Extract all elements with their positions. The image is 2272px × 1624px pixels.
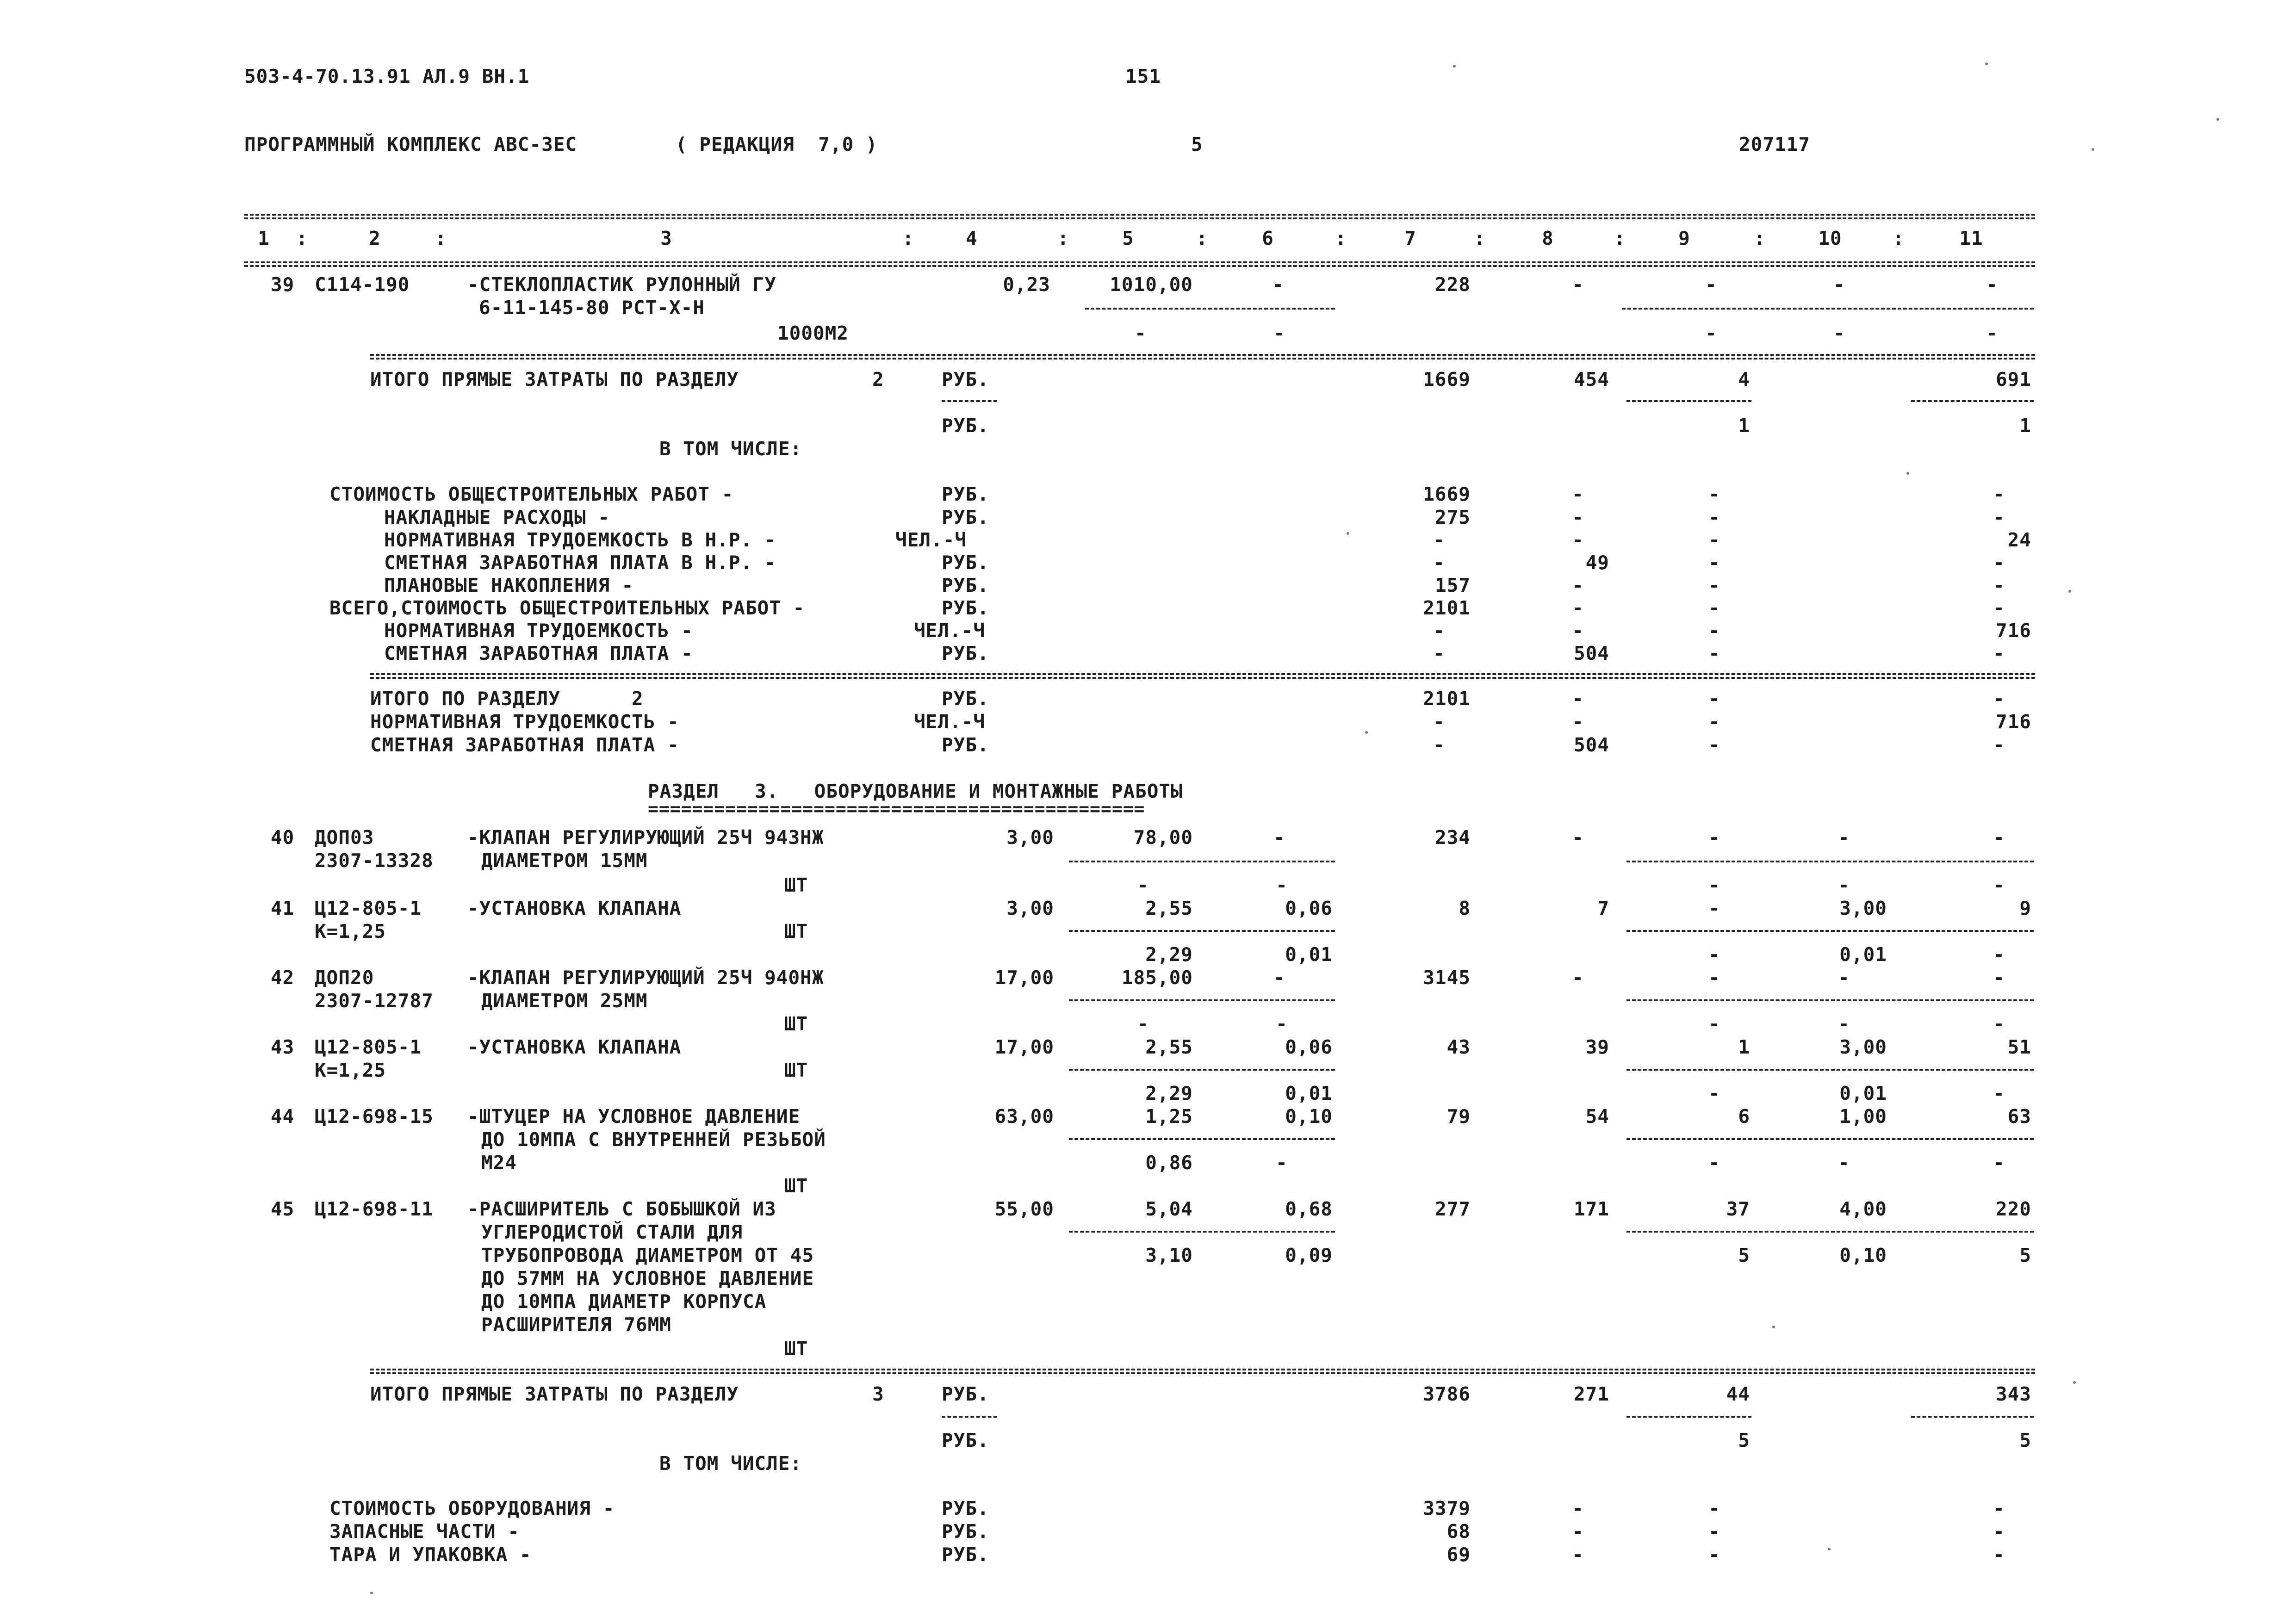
document-page: 503-4-70.13.91 АЛ.9 ВН.1 151 ПРОГРАММНЫЙ КОМПЛЕКС АВС-3ЕС ( РЕДАКЦИЯ 7,0 ) 5 207117 1 2 3 4 5 6 7 8 9 10 11 : : : : : : : : : : 39 С114-190 -СТЕКЛОПЛАСТИК РУЛОННЫЙ ГУ 6-11-145-80 РСТ-Х-Н 1000М2 0,23 1010,00 - 228 - - - - - - - - - ИТОГО ПРЯМЫЕ ЗАТРАТЫ ПО РАЗДЕЛУ 2 РУБ. 1669 454 4 691 РУБ. 1 1 В ТОМ ЧИСЛЕ: СТОИМОСТЬ ОБЩЕСТРОИТЕЛЬНЫХ РАБОТ - НАКЛАДНЫЕ РАСХОДЫ - НОРМАТИВНАЯ ТРУДОЕМКОСТЬ В Н.Р. - СМЕТНАЯ ЗАРАБОТНАЯ ПЛАТА В Н.Р. - ПЛАНОВЫЕ НАКОПЛЕНИЯ - ВСЕГО,СТОИМОСТЬ ОБЩЕСТРОИТЕЛЬНЫХ РАБОТ - НОРМАТИВНАЯ ТРУДОЕМКОСТЬ - СМЕТНАЯ ЗАРАБОТНАЯ ПЛАТА - РУБ. РУБ. ЧЕЛ.-Ч РУБ. РУБ. РУБ. ЧЕЛ.-Ч РУБ. 1669 275 - - 157 2101 - - - - - 49 - - - 504 - - - - - - - - - - 24 - - - 716 - ИТОГО ПО РАЗДЕЛУ 2 НОРМАТИВНАЯ ТРУДОЕМКОСТЬ - СМЕТНАЯ ЗАРАБОТНАЯ ПЛАТА - РУБ. ЧЕЛ.-Ч РУБ. 2101 - - - - 504 - - - - 716 - РАЗДЕЛ 3. ОБОРУДОВАНИЕ И МОНТАЖНЫЕ РАБОТЫ ============================================= 40 ДОП03 2307-13328 -КЛАПАН РЕГУЛИРУЮЩИЙ 25Ч 943НЖ ДИАМЕТРОМ 15ММ ШТ 3,00 78,00 - 234 - - - - - - - - - 41 Ц12-805-1 К=1,25 -УСТАНОВКА КЛАПАНА ШТ 3,00 2,55 0,06 8 7 - 3,00 9 2,29 0,01 - 0,01 - 42 ДОП20 2307-12787 -КЛАПАН РЕГУЛИРУЮЩИЙ 25Ч 940НЖ ДИАМЕТРОМ 25ММ ШТ 17,00 185,00 - 3145 - - - - - - - - - 43 Ц12-805-1 К=1,25 -УСТАНОВКА КЛАПАНА ШТ 17,00 2,55 0,06 43 39 1 3,00 51 2,29 0,01 - 0,01 - 44 Ц12-698-15 -ШТУЦЕР НА УСЛОВНОЕ ДАВЛЕНИЕ ДО 10МПА С ВНУТРЕННЕЙ РЕЗЬБОЙ М24 ШТ 63,00 1,25 0,10 79 54 6 1,00 63 0,86 - - - - 45 Ц12-698-11 -РАСШИРИТЕЛЬ С БОБЫШКОЙ ИЗ УГЛЕРОДИСТОЙ СТАЛИ ДЛЯ ТРУБОПРОВОДА ДИАМЕТРОМ ОТ 45 ДО 57ММ НА УСЛОВНОЕ ДАВЛЕНИЕ ДО 10МПА ДИАМЕТР КОРПУСА РАСШИРИТЕЛЯ 76ММ ШТ 55,00 5,04 0,68 277 171 37 4,00 220 3,10 0,09 5 0,10 5 ИТОГО ПРЯМЫЕ ЗАТРАТЫ ПО РАЗДЕЛУ 3 РУБ. 3786 271 44 343 РУБ. 5 5 В ТОМ ЧИСЛЕ: СТОИМОСТЬ ОБОРУДОВАНИЯ - ЗАПАСНЫЕ ЧАСТИ - ТАРА И УПАКОВКА - РУБ. РУБ. РУБ. 3379 68 69 - - - - - - - - - [0, 0, 2272, 1624]
total-cost: 3145 [1423, 967, 1471, 989]
column-header: 7 [1404, 227, 1416, 249]
cell: 9 [2019, 897, 2031, 919]
quantity: 3,00 [1006, 897, 1054, 919]
cell: - [1572, 620, 1584, 642]
cell: - [1838, 967, 1850, 989]
cell: - [1572, 967, 1584, 989]
cell: 504 [1573, 642, 1609, 664]
total-cost: 8 [1459, 897, 1471, 919]
cell: 3,00 [1839, 1036, 1887, 1058]
cell: - [1433, 734, 1445, 756]
cell: - [1993, 734, 2005, 756]
cell: 37 [1726, 1198, 1750, 1220]
unit-price: 1010,00 [1110, 273, 1193, 296]
cell: - [1708, 529, 1720, 551]
cell: 0,01 [1839, 1082, 1887, 1104]
breakdown-label: НАКЛАДНЫЕ РАСХОДЫ - [384, 506, 610, 528]
cell: 7 [1597, 897, 1609, 919]
cell: - [1708, 897, 1720, 919]
cell: - [1993, 552, 2005, 574]
column-header: 11 [1959, 227, 1983, 249]
breakdown-label: СТОИМОСТЬ ОБОРУДОВАНИЯ - [329, 1497, 615, 1519]
cell: 504 [1573, 734, 1609, 756]
cell: - [1708, 711, 1720, 733]
quantity: 17,00 [994, 967, 1054, 989]
cell: - [1708, 1497, 1720, 1519]
cell: 220 [1995, 1198, 2031, 1220]
cell: 0,68 [1285, 1198, 1333, 1220]
unit-price: 2,55 [1145, 897, 1193, 919]
cell: - [1708, 552, 1720, 574]
item-name: УГЛЕРОДИСТОЙ СТАЛИ ДЛЯ [481, 1221, 743, 1243]
cell: 3,00 [1839, 897, 1887, 919]
item-name: -УСТАНОВКА КЛАПАНА [467, 897, 682, 919]
breakdown-label: СМЕТНАЯ ЗАРАБОТНАЯ ПЛАТА - [384, 642, 693, 664]
item-unit: 1000М2 [777, 322, 849, 344]
cell: 3,10 [1145, 1244, 1193, 1266]
total-label: СМЕТНАЯ ЗАРАБОТНАЯ ПЛАТА - [370, 734, 679, 756]
breakdown-label: ВСЕГО,СТОИМОСТЬ ОБЩЕСТРОИТЕЛЬНЫХ РАБОТ - [329, 597, 805, 619]
cell: - [1993, 1152, 2005, 1174]
column-header: 2 [369, 227, 381, 249]
cell: - [1572, 1543, 1584, 1566]
item-name: -ШТУЦЕР НА УСЛОВНОЕ ДАВЛЕНИЕ [467, 1105, 801, 1128]
cell: - [1705, 322, 1717, 344]
cell: - [1433, 552, 1445, 574]
cell: 5 [2019, 1429, 2031, 1451]
cell: 0,10 [1285, 1105, 1333, 1128]
breakdown-label: НОРМАТИВНАЯ ТРУДОЕМКОСТЬ - [384, 620, 693, 642]
subheading: В ТОМ ЧИСЛЕ: [659, 438, 802, 460]
cell: 44 [1726, 1383, 1750, 1405]
item-name: М24 [481, 1152, 517, 1174]
quantity: 63,00 [994, 1105, 1054, 1128]
cell: 2101 [1423, 597, 1471, 619]
rate-code: С114-190 [315, 273, 410, 296]
cell: 39 [1585, 1036, 1609, 1058]
unit-label: РУБ. [942, 1543, 989, 1566]
cell: 2,29 [1145, 943, 1193, 966]
unit-label: РУБ. [942, 574, 989, 596]
item-unit: ШТ [784, 874, 808, 896]
section-title-underline: ============================================= [648, 799, 1145, 819]
cell: - [1708, 967, 1720, 989]
row-number: 41 [271, 897, 295, 919]
unit-label: РУБ. [942, 597, 989, 619]
cell: 2,29 [1145, 1082, 1193, 1104]
cell: - [1993, 688, 2005, 710]
cell: 4,00 [1839, 1198, 1887, 1220]
cell: - [1705, 273, 1717, 296]
cell: - [1993, 1520, 2005, 1543]
cell: 157 [1434, 574, 1471, 596]
sheet-number: 5 [1191, 133, 1203, 155]
cell: - [1993, 506, 2005, 528]
cell: 6 [1738, 1105, 1750, 1128]
unit-label: ЧЕЛ.-Ч [914, 711, 986, 733]
cell: - [1993, 574, 2005, 596]
rate-code: Ц12-698-11 [315, 1198, 434, 1220]
cell: 0,09 [1285, 1244, 1333, 1266]
cell: - [1708, 688, 1720, 710]
cell: - [1276, 1013, 1288, 1035]
item-name: ДИАМЕТРОМ 15ММ [481, 849, 648, 872]
item-name: -КЛАПАН РЕГУЛИРУЮЩИЙ 25Ч 943НЖ [467, 826, 824, 849]
document-code: 503-4-70.13.91 АЛ.9 ВН.1 [244, 65, 530, 87]
cell: 2101 [1423, 688, 1471, 710]
rate-code: К=1,25 [315, 1059, 386, 1081]
cell: - [1137, 874, 1149, 896]
cell: 4 [1738, 368, 1750, 391]
cell: 1,00 [1839, 1105, 1887, 1128]
unit-price: 185,00 [1121, 967, 1193, 989]
cell: - [1708, 1082, 1720, 1104]
cell: 0,01 [1285, 943, 1333, 966]
unit-label: РУБ. [942, 1429, 989, 1451]
cell: - [1993, 1543, 2005, 1566]
rate-code: Ц12-698-15 [315, 1105, 434, 1128]
cell: 5 [2019, 1244, 2031, 1266]
unit-label: РУБ. [942, 368, 989, 391]
cell: - [1273, 967, 1285, 989]
cell: 54 [1585, 1105, 1609, 1128]
total-cost: 228 [1434, 273, 1471, 296]
rate-code: ДОП03 [315, 826, 374, 849]
cell: 0,06 [1285, 1036, 1333, 1058]
unit-price: 78,00 [1133, 826, 1193, 849]
unit-label: РУБ. [942, 734, 989, 756]
cell: - [1433, 711, 1445, 733]
item-name: -УСТАНОВКА КЛАПАНА [467, 1036, 682, 1058]
cell: - [1572, 826, 1584, 849]
cell: - [1993, 1013, 2005, 1035]
column-header: 5 [1122, 227, 1134, 249]
cell: 0,01 [1839, 943, 1887, 966]
cell: - [1572, 688, 1584, 710]
total-cost: 234 [1434, 826, 1471, 849]
cell: - [1572, 597, 1584, 619]
cell: - [1993, 1497, 2005, 1519]
unit-label: РУБ. [942, 552, 989, 574]
cell: 691 [1995, 368, 2031, 391]
cell: 1 [1738, 1036, 1750, 1058]
cell: - [1993, 642, 2005, 664]
cell: - [1272, 273, 1284, 296]
unit-label: РУБ. [942, 1497, 989, 1519]
total-cost: 277 [1434, 1198, 1471, 1220]
cell: - [1273, 826, 1285, 849]
item-unit: ШТ [784, 1059, 808, 1081]
subheading: В ТОМ ЧИСЛЕ: [659, 1452, 802, 1475]
cell: 5 [1738, 1429, 1750, 1451]
rate-code: 2307-12787 [315, 990, 434, 1012]
cell: - [1708, 620, 1720, 642]
cell: 3786 [1423, 1383, 1471, 1405]
cell: 275 [1434, 506, 1471, 528]
item-name: -СТЕКЛОПЛАСТИК РУЛОННЫЙ ГУ [467, 273, 776, 296]
cell: 5 [1738, 1244, 1750, 1266]
summary-label: ИТОГО ПРЯМЫЕ ЗАТРАТЫ ПО РАЗДЕЛУ [370, 368, 739, 391]
cell: - [1993, 967, 2005, 989]
item-name: ТРУБОПРОВОДА ДИАМЕТРОМ ОТ 45 [481, 1244, 814, 1266]
cell: - [1708, 874, 1720, 896]
row-number: 40 [271, 826, 295, 849]
item-unit: ШТ [784, 1013, 808, 1035]
program-name: ПРОГРАММНЫЙ КОМПЛЕКС АВС-3ЕС [244, 133, 577, 155]
breakdown-label: СМЕТНАЯ ЗАРАБОТНАЯ ПЛАТА В Н.Р. - [384, 552, 776, 574]
summary-label: ИТОГО ПРЯМЫЕ ЗАТРАТЫ ПО РАЗДЕЛУ [370, 1383, 739, 1405]
cell: 716 [1995, 711, 2031, 733]
cell: - [1993, 483, 2005, 505]
cell: - [1572, 506, 1584, 528]
program-edition: ( РЕДАКЦИЯ 7,0 ) [676, 133, 878, 155]
cell: - [1708, 574, 1720, 596]
cell: - [1135, 322, 1147, 344]
cell: - [1708, 1543, 1720, 1566]
quantity: 3,00 [1006, 826, 1054, 849]
item-name: ДИАМЕТРОМ 25ММ [481, 990, 648, 1012]
cell: - [1708, 1152, 1720, 1174]
cell: - [1708, 1013, 1720, 1035]
unit-price: 1,25 [1145, 1105, 1193, 1128]
row-number: 42 [271, 967, 295, 989]
cell: - [1433, 642, 1445, 664]
column-header: 4 [966, 227, 978, 249]
cell: - [1708, 642, 1720, 664]
cell: - [1708, 597, 1720, 619]
cell: - [1708, 943, 1720, 966]
cell: 24 [2007, 529, 2031, 551]
cell: 69 [1446, 1543, 1471, 1566]
cell: - [1433, 620, 1445, 642]
unit-label: РУБ. [942, 642, 989, 664]
cell: - [1833, 273, 1845, 296]
column-header: 10 [1818, 227, 1842, 249]
cell: - [1708, 1520, 1720, 1543]
item-name: ДО 57ММ НА УСЛОВНОЕ ДАВЛЕНИЕ [481, 1267, 814, 1289]
rate-code: Ц12-805-1 [315, 1036, 422, 1058]
rate-code: 2307-13328 [315, 849, 434, 872]
section-number: 2 [872, 368, 884, 391]
cell: - [1993, 943, 2005, 966]
breakdown-label: ТАРА И УПАКОВКА - [329, 1543, 532, 1566]
cell: - [1572, 529, 1584, 551]
unit-label: РУБ. [942, 688, 989, 710]
row-number: 43 [271, 1036, 295, 1058]
total-label: НОРМАТИВНАЯ ТРУДОЕМКОСТЬ - [370, 711, 679, 733]
column-header: 9 [1678, 227, 1690, 249]
cell: - [1433, 529, 1445, 551]
unit-label: РУБ. [942, 483, 989, 505]
row-number: 45 [271, 1198, 295, 1220]
item-name: -КЛАПАН РЕГУЛИРУЮЩИЙ 25Ч 940НЖ [467, 967, 824, 989]
cell: 0,86 [1145, 1152, 1193, 1174]
breakdown-label: ПЛАНОВЫЕ НАКОПЛЕНИЯ - [384, 574, 634, 596]
unit-price: 5,04 [1145, 1198, 1193, 1220]
unit-label: ЧЕЛ.-Ч [914, 620, 986, 642]
cell: - [1708, 734, 1720, 756]
cell: - [1708, 506, 1720, 528]
cell: 51 [2007, 1036, 2031, 1058]
column-header: 8 [1542, 227, 1554, 249]
cell: - [1276, 874, 1288, 896]
section-number: 3 [872, 1383, 884, 1405]
cell: - [1993, 1082, 2005, 1104]
unit-label: РУБ. [942, 1383, 989, 1405]
column-header: 6 [1262, 227, 1274, 249]
cell: - [1572, 574, 1584, 596]
cell: 343 [1995, 1383, 2031, 1405]
cell: 49 [1585, 552, 1609, 574]
cell: - [1833, 322, 1845, 344]
cell: 271 [1573, 1383, 1609, 1405]
column-header: 1 [258, 227, 270, 249]
cell: - [1838, 1152, 1850, 1174]
cell: 68 [1446, 1520, 1471, 1543]
breakdown-label: НОРМАТИВНАЯ ТРУДОЕМКОСТЬ В Н.Р. - [384, 529, 776, 551]
cell: - [1993, 874, 2005, 896]
cell: - [1572, 1497, 1584, 1519]
cell: 0,01 [1285, 1082, 1333, 1104]
row-number: 39 [271, 273, 295, 296]
item-unit: ШТ [784, 920, 808, 942]
cell: - [1572, 1520, 1584, 1543]
quantity: 17,00 [994, 1036, 1054, 1058]
item-name: ДО 10МПА ДИАМЕТР КОРПУСА [481, 1290, 767, 1313]
cell: 454 [1573, 368, 1609, 391]
cell: - [1986, 322, 1998, 344]
unit-label: РУБ. [942, 506, 989, 528]
cell: 716 [1995, 620, 2031, 642]
cell: - [1273, 322, 1285, 344]
unit-label: РУБ. [942, 1520, 989, 1543]
cell: - [1708, 826, 1720, 849]
rate-code: ДОП20 [315, 967, 374, 989]
unit-price: 2,55 [1145, 1036, 1193, 1058]
cell: 0,06 [1285, 897, 1333, 919]
cell: - [1137, 1013, 1149, 1035]
cell: - [1572, 273, 1584, 296]
item-name: -РАСШИРИТЕЛЬ С БОБЫШКОЙ ИЗ [467, 1198, 776, 1220]
column-header: 3 [660, 227, 672, 249]
total-label: ИТОГО ПО РАЗДЕЛУ 2 [370, 688, 644, 710]
cell: - [1276, 1152, 1288, 1174]
cell: 1669 [1423, 368, 1471, 391]
cell: - [1838, 826, 1850, 849]
rate-code: Ц12-805-1 [315, 897, 422, 919]
page-number: 151 [1125, 65, 1161, 87]
cell: 1 [2019, 415, 2031, 437]
breakdown-label: СТОИМОСТЬ ОБЩЕСТРОИТЕЛЬНЫХ РАБОТ - [329, 483, 734, 505]
item-unit: ШТ [784, 1175, 808, 1197]
section-title: РАЗДЕЛ 3. ОБОРУДОВАНИЕ И МОНТАЖНЫЕ РАБОТЫ [648, 780, 1183, 802]
cell: 3379 [1423, 1497, 1471, 1519]
document-number: 207117 [1739, 133, 1811, 155]
item-name: РАСШИРИТЕЛЯ 76ММ [481, 1314, 671, 1336]
item-name: ДО 10МПА С ВНУТРЕННЕЙ РЕЗЬБОЙ [481, 1128, 826, 1151]
item-name: 6-11-145-80 РСТ-Х-Н [479, 297, 705, 319]
cell: 0,10 [1839, 1244, 1887, 1266]
cell: 63 [2007, 1105, 2031, 1128]
cell: - [1986, 273, 1998, 296]
cell: - [1708, 483, 1720, 505]
unit-label: ЧЕЛ.-Ч [895, 529, 967, 551]
unit-label: РУБ. [942, 415, 989, 437]
cell: 171 [1573, 1198, 1609, 1220]
cell: - [1572, 711, 1584, 733]
rate-code: К=1,25 [315, 920, 386, 942]
cell: - [1993, 826, 2005, 849]
cell: - [1838, 1013, 1850, 1035]
breakdown-label: ЗАПАСНЫЕ ЧАСТИ - [329, 1520, 520, 1543]
item-unit: ШТ [784, 1338, 808, 1360]
quantity: 55,00 [994, 1198, 1054, 1220]
total-cost: 43 [1446, 1036, 1471, 1058]
row-number: 44 [271, 1105, 295, 1128]
cell: - [1838, 874, 1850, 896]
total-cost: 79 [1446, 1105, 1471, 1128]
cell: 1 [1738, 415, 1750, 437]
quantity: 0,23 [1003, 273, 1050, 296]
cell: 1669 [1423, 483, 1471, 505]
cell: - [1993, 597, 2005, 619]
cell: - [1572, 483, 1584, 505]
